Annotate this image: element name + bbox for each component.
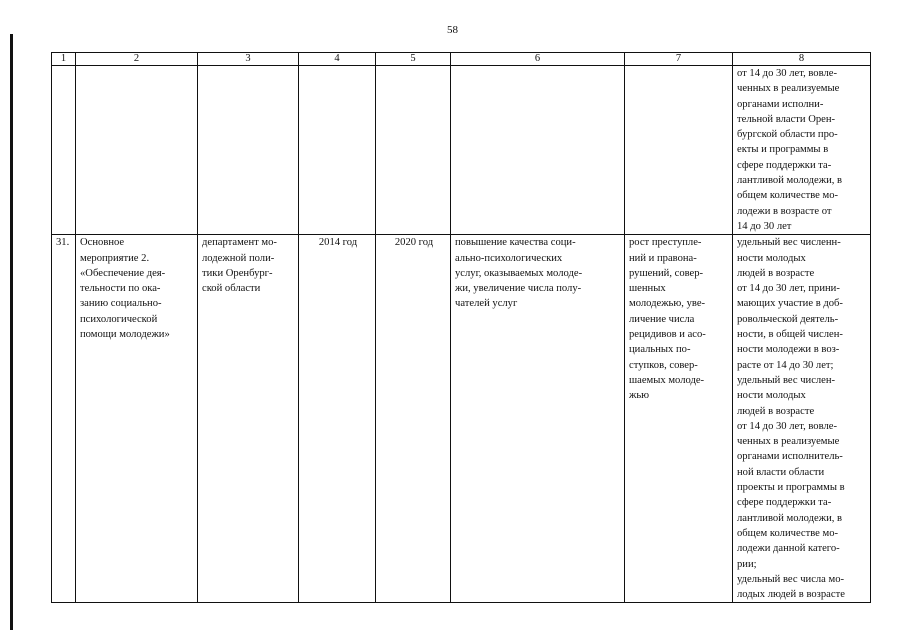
column-number: 5 <box>376 53 451 66</box>
indicator-line: ной власти области <box>737 466 825 478</box>
event-name-cell: Основное мероприятие 2. «Обеспечение дея- тельности по ока- занию социально- психологической помощи молодежи» <box>76 235 198 603</box>
indicator-line: ности молодежи в воз- <box>737 344 840 356</box>
indicator-line: екты и программы в <box>737 144 829 156</box>
start-year-cell <box>299 66 376 235</box>
indicator-line: лодых людей в возрасте <box>737 589 845 601</box>
start-year-cell: 2014 год <box>299 235 376 603</box>
indicator-line: лодежи данной катего- <box>737 543 840 555</box>
program-activities-table <box>51 52 871 603</box>
column-number: 4 <box>299 53 376 66</box>
executor-cell <box>198 66 299 235</box>
indicator-line: сфере поддержки та- <box>737 497 832 509</box>
indicator-line: общем количестве мо- <box>737 527 839 539</box>
end-year-cell <box>376 66 451 235</box>
column-number: 6 <box>451 53 625 66</box>
row-number-cell <box>52 66 76 235</box>
indicator-line: от 14 до 30 лет, вовле- <box>737 420 837 432</box>
event-name-cell <box>76 66 198 235</box>
column-number: 7 <box>625 53 733 66</box>
row-number-cell: 31. <box>52 235 76 603</box>
column-number: 8 <box>733 53 871 66</box>
non-implementation-consequence-cell <box>625 66 733 235</box>
indicator-line: мающих участие в доб- <box>737 298 843 310</box>
table-row <box>52 235 871 603</box>
indicator-line: расте от 14 до 30 лет; <box>737 359 834 371</box>
expected-result-cell: повышение качества соци- ально-психологических услуг, оказываемых молоде- жи, увеличение числа полу- чателей услуг <box>451 235 625 603</box>
page-number: 58 <box>447 24 458 36</box>
column-number: 2 <box>76 53 198 66</box>
expected-result-cell <box>451 66 625 235</box>
indicator-line: тельной власти Орен- <box>737 113 836 125</box>
indicator-line: органами исполнитель- <box>737 451 843 463</box>
indicator-line: проекты и программы в <box>737 482 845 494</box>
indicator-line: ченных в реализуемые <box>737 83 840 95</box>
indicator-line: от 14 до 30 лет, вовле- <box>737 68 837 79</box>
executor-cell: департамент мо- лодежной поли- тики Оренбург- ской области <box>198 235 299 603</box>
indicator-line: ченных в реализуемые <box>737 436 840 448</box>
column-number-row <box>52 53 871 66</box>
indicator-line: 14 до 30 лет <box>737 220 792 232</box>
indicator-line: рии; <box>737 558 757 570</box>
indicator-line: удельный вес числа мо- <box>737 573 845 585</box>
indicator-line: ности молодых <box>737 252 806 264</box>
column-number: 3 <box>198 53 299 66</box>
indicator-line: общем количестве мо- <box>737 190 839 202</box>
indicator-line: людей в возрасте <box>737 405 815 417</box>
indicator-line: ности молодых <box>737 390 806 402</box>
indicator-line: людей в возрасте <box>737 267 815 279</box>
table-row <box>52 66 871 235</box>
indicator-line: органами исполни- <box>737 98 824 110</box>
indicator-line: лантливой молодежи, в <box>737 175 843 187</box>
indicator-cell <box>733 66 871 235</box>
binding-edge-bar <box>10 34 13 630</box>
non-implementation-consequence-cell: рост преступле- ний и правона- рушений, совер- шенных молодежью, уве- личение числа рецидивов и асо- циальных по- ступков, совер- шаемых молоде- жью <box>625 235 733 603</box>
end-year-cell: 2020 год <box>376 235 451 603</box>
indicator-line: ровольческой деятель- <box>737 313 839 325</box>
indicator-line: сфере поддержки та- <box>737 159 832 171</box>
indicator-line: лодежи в возрасте от <box>737 205 832 217</box>
indicator-line: ности, в общей числен- <box>737 329 843 341</box>
indicator-line: удельный вес числен- <box>737 374 836 386</box>
indicator-line: бургской области про- <box>737 129 838 141</box>
column-number: 1 <box>52 53 76 66</box>
indicator-line: лантливой молодежи, в <box>737 512 843 524</box>
indicator-line: от 14 до 30 лет, прини- <box>737 283 840 295</box>
indicator-line: удельный вес численн- <box>737 237 841 249</box>
indicator-cell <box>733 235 871 603</box>
